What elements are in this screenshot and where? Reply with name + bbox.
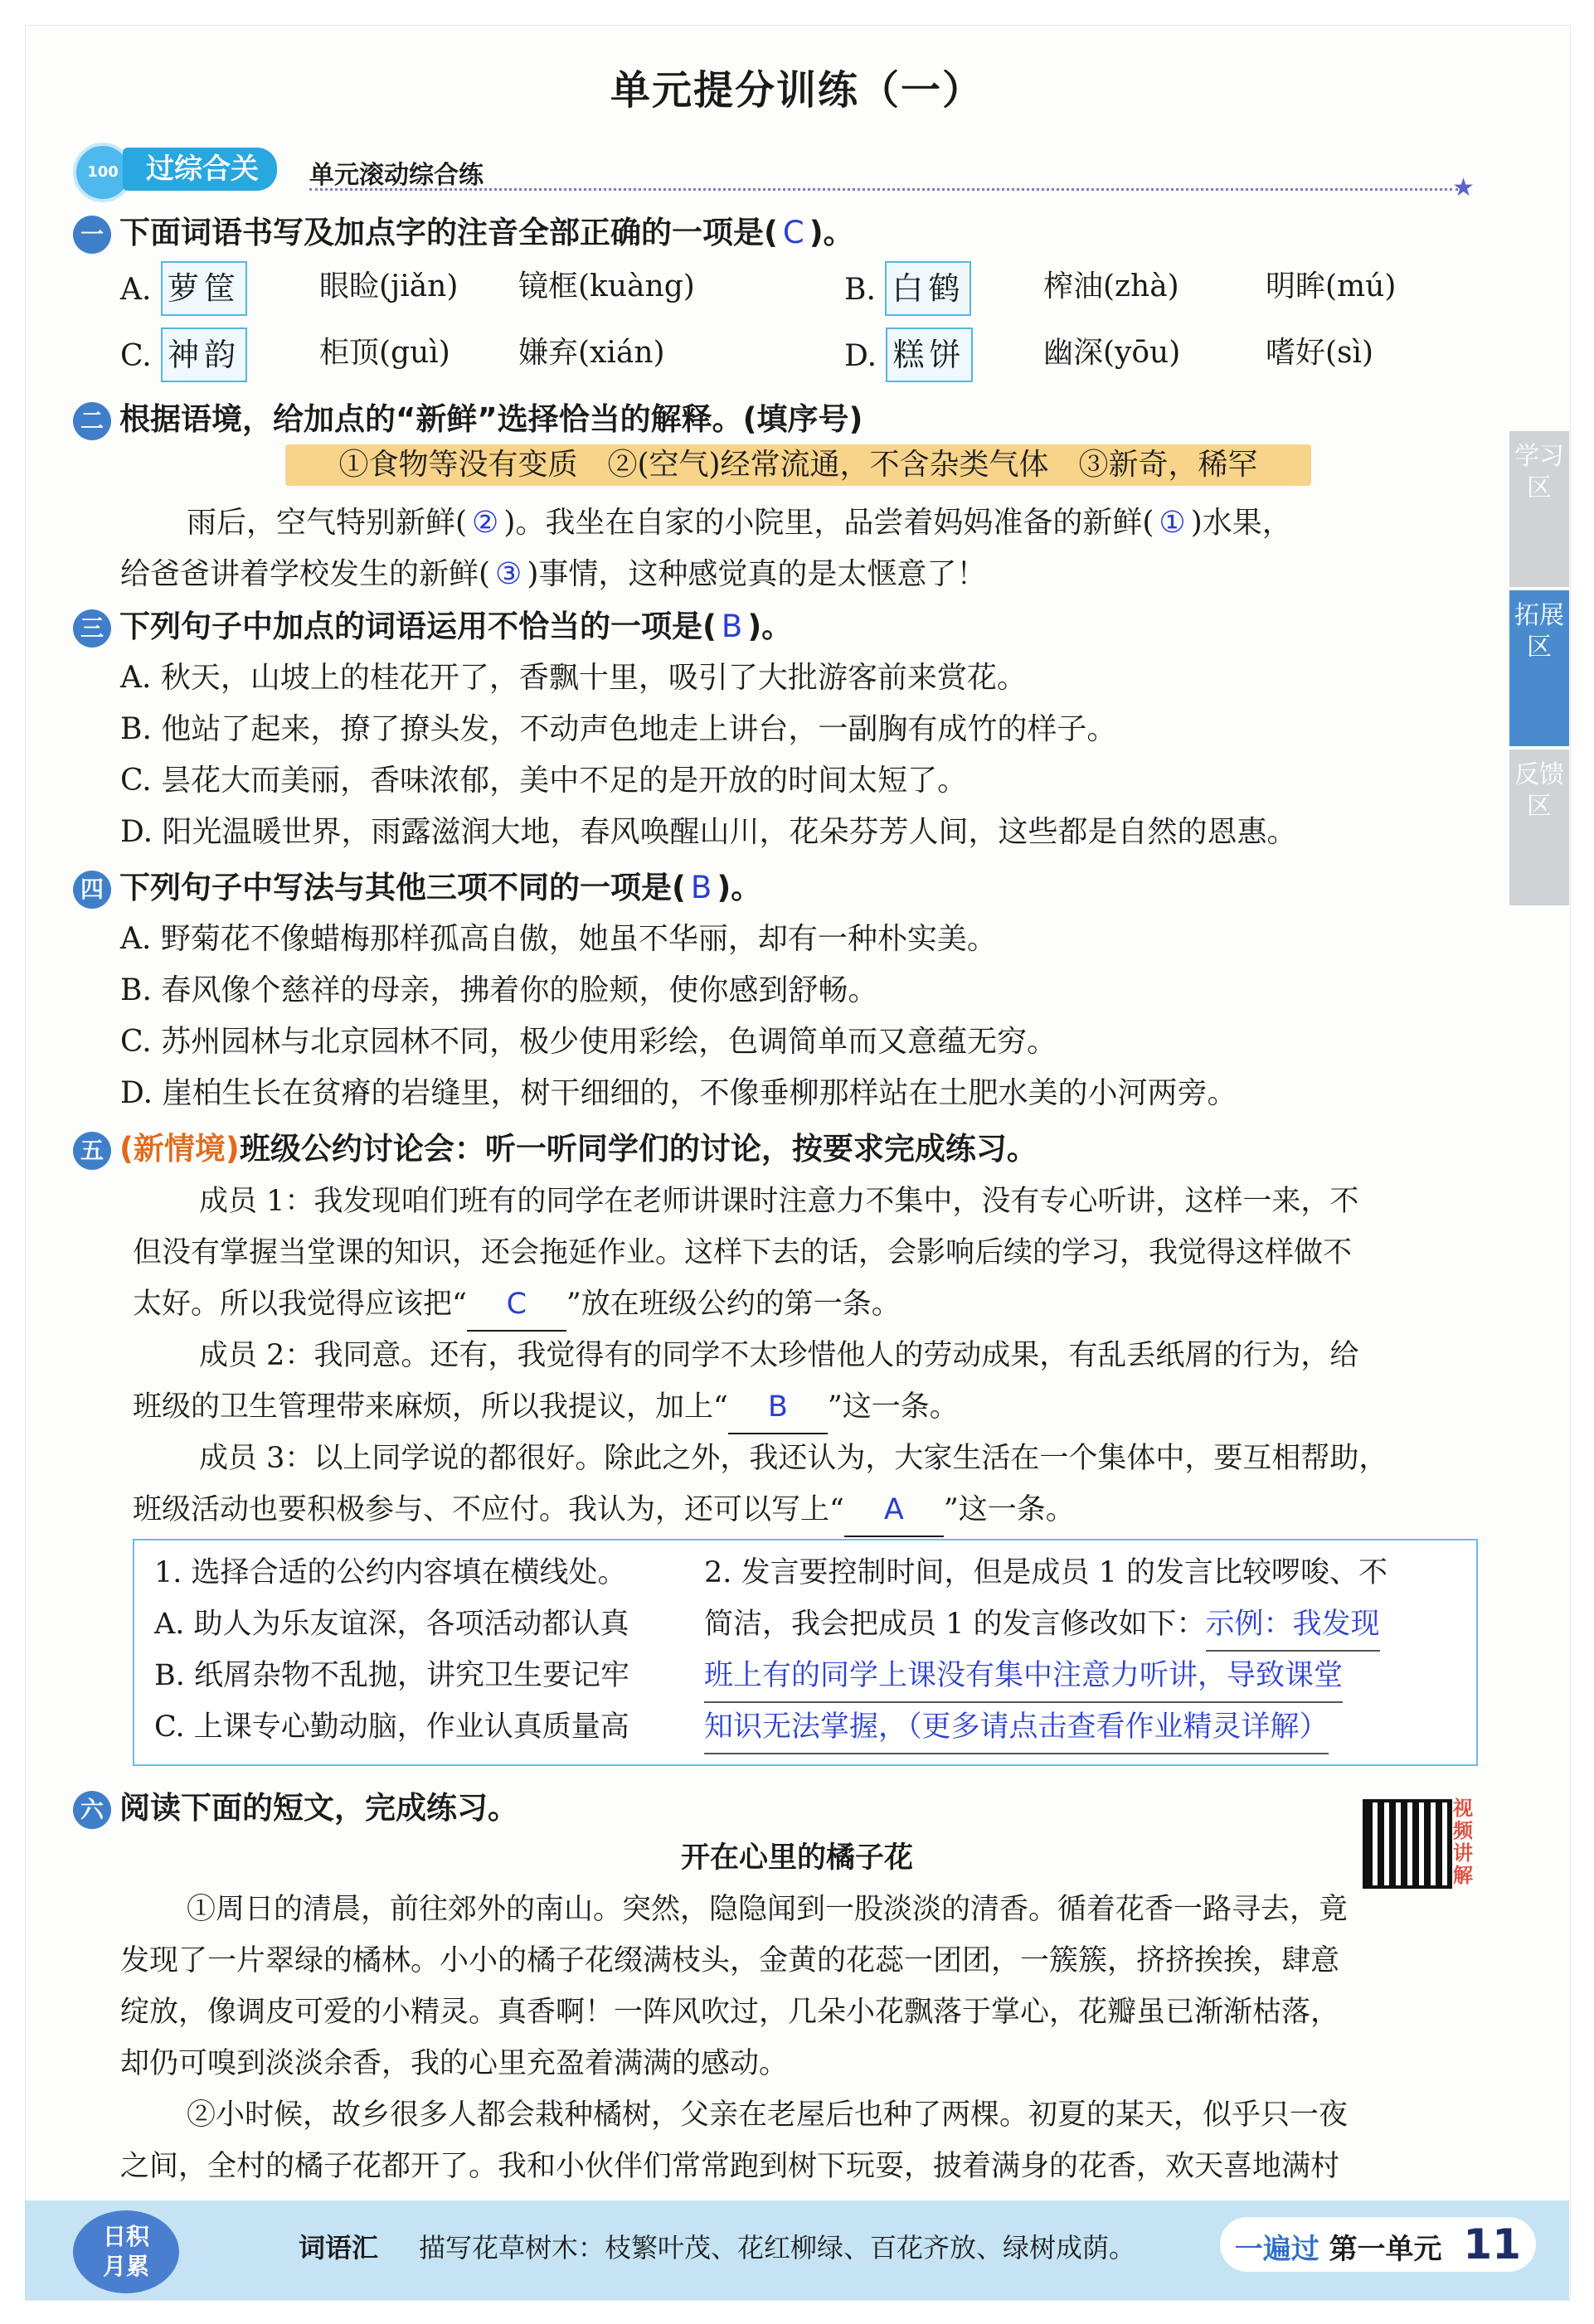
page-indicator bbox=[1220, 2217, 1536, 2272]
q1-d-boxed-word: 糕饼 bbox=[886, 327, 972, 382]
q2-definition-options: ①食物等没有变质 ②(空气)经常流通，不含杂类气体 ③新奇，稀罕 bbox=[285, 444, 1311, 486]
star-icon: ★ bbox=[1452, 173, 1475, 202]
q2-line-1: 雨后，空气特别新鲜( ② )。我坐在自家的小院里，品尝着妈妈准备的新鲜( ① )水果， bbox=[187, 506, 1292, 540]
q3-option-a: A. 秋天，山坡上的桂花开了，香飘十里，吸引了大批游客前来赏花。 bbox=[120, 661, 1027, 695]
question-2-stem: 二 根据语境，给加点的“新鲜”选择恰当的解释。(填序号) bbox=[73, 394, 863, 445]
q1-a-word3: 镜框(kuàng) bbox=[518, 269, 695, 303]
question-4-stem: 四 下列句子中写法与其他三项不同的一项是( B )。 bbox=[73, 862, 761, 914]
box2-line-4 bbox=[704, 1701, 1329, 1754]
q5-subquestion-1-box bbox=[133, 1539, 688, 1766]
question-5-stem: 五 (新情境)班级公约讨论会：听一听同学们的讨论，按要求完成练习。 bbox=[73, 1123, 1038, 1175]
tab-extension-area[interactable]: 拓展区 bbox=[1509, 590, 1569, 746]
q5-subquestion-2-box bbox=[684, 1539, 1478, 1766]
article-title: 开在心里的橘子花 bbox=[680, 1841, 913, 1875]
article-p1-line4: 却仍可嗅到淡淡余香，我的心里充盈着满满的感动。 bbox=[120, 2047, 789, 2080]
question-number-4: 四 bbox=[73, 871, 111, 909]
answer-3: B bbox=[721, 609, 743, 644]
q1-b-word3: 明眸(mú) bbox=[1266, 269, 1397, 303]
q1-b-word2: 榨油(zhà) bbox=[1043, 269, 1179, 303]
q1-c-boxed-word: 神韵 bbox=[161, 327, 247, 382]
question-6-stem: 六 阅读下面的短文，完成练习。 bbox=[73, 1783, 518, 1834]
q1-c-word3: 嫌弃(xián) bbox=[518, 336, 665, 370]
q2-answer-3: ③ bbox=[495, 557, 522, 591]
q1-d-word2: 幽深(yōu) bbox=[1043, 336, 1181, 370]
box2-handwritten-1: 示例：我发现 bbox=[1206, 1599, 1380, 1652]
unit-label: 第一单元 bbox=[1329, 2233, 1442, 2266]
box1-option-b: B. 纸屑杂物不乱抛，讲究卫生要记牢 bbox=[154, 1659, 629, 1692]
q5-blank-1: C bbox=[467, 1278, 566, 1332]
q3-option-c: C. 昙花大而美丽，香味浓郁，美中不足的是开放的时间太短了。 bbox=[120, 764, 968, 798]
box2-handwritten-3: 知识无法掌握，（更多请点击查看作业精灵详解） bbox=[704, 1701, 1329, 1754]
question-number-3: 三 bbox=[73, 609, 111, 648]
box1-option-a: A. 助人为乐友谊深，各项活动都认真 bbox=[154, 1608, 629, 1641]
vocabulary-text: 描写花草树木：枝繁叶茂、花红柳绿、百花齐放、绿树成荫。 bbox=[419, 2232, 1136, 2263]
q4-option-a: A. 野菊花不像蜡梅那样孤高自傲，她虽不华丽，却有一种朴实美。 bbox=[120, 922, 997, 956]
q3-option-b: B. 他站了起来，撩了撩头发，不动声色地走上讲台，一副胸有成竹的样子。 bbox=[120, 712, 1117, 746]
section-banner bbox=[73, 148, 1475, 202]
article-p1-line1: ①周日的清晨，前往郊外的南山。突然，隐隐闻到一股淡淡的清香。循着花香一路寻去，竟 bbox=[187, 1893, 1349, 1926]
q5-member1-line1: 成员 1：我发现咱们班有的同学在老师讲课时注意力不集中，没有专心听讲，这样一来，不 bbox=[199, 1185, 1359, 1218]
article-p2-line2: 之间，全村的橘子花都开了。我和小伙伴们常常跑到树下玩耍，披着满身的花香，欢天喜地满村 bbox=[120, 2150, 1340, 2183]
q5-member1-line3: 太好。所以我觉得应该把“ C ”放在班级公约的第一条。 bbox=[133, 1278, 1480, 1332]
question-number-5: 五 bbox=[73, 1132, 111, 1170]
box2-line-2: 简洁，我会把成员 1 的发言修改如下：示例：我发现 bbox=[704, 1599, 1380, 1652]
q1-d-word3: 嗜好(sì) bbox=[1266, 336, 1374, 370]
banner-subtitle: 单元滚动综合练 bbox=[309, 161, 484, 190]
question-number-2: 二 bbox=[73, 402, 111, 440]
box1-option-c: C. 上课专心勤动脑，作业认真质量高 bbox=[154, 1710, 629, 1744]
q1-c-word2: 柜顶(guì) bbox=[319, 336, 450, 370]
q1-option-d: D. 糕饼 bbox=[844, 327, 973, 382]
q5-member3-line1: 成员 3：以上同学说的都很好。除此之外，我还认为，大家生活在一个集体中，要互相帮助， bbox=[199, 1442, 1388, 1475]
page-footer bbox=[25, 2200, 1569, 2300]
brand-name: 一遍过 bbox=[1234, 2233, 1319, 2266]
question-3-stem: 三 下列句子中加点的词语运用不恰当的一项是( B )。 bbox=[73, 601, 792, 653]
new-scenario-tag: (新情境) bbox=[119, 1131, 240, 1167]
article-p1-line3: 绽放，像调皮可爱的小精灵。真香啊！一阵风吹过，几朵小花飘落于掌心，花瓣虽已渐渐枯落， bbox=[120, 1996, 1340, 2029]
box2-line-1: 2. 发言要控制时间，但是成员 1 的发言比较啰唆、不 bbox=[704, 1556, 1388, 1589]
banner-tag: 过综合关 bbox=[123, 148, 277, 191]
q5-member3-line2: 班级活动也要积极参与、不应付。我认为，还可以写上“ A ”这一条。 bbox=[133, 1484, 1480, 1537]
box2-line-3 bbox=[704, 1650, 1343, 1703]
question-1-stem: 一 下面词语书写及加点字的注音全部正确的一项是( C )。 bbox=[73, 207, 854, 259]
q4-option-c: C. 苏州园林与北京园林不同，极少使用彩绘，色调简单而又意蕴无穷。 bbox=[120, 1025, 1057, 1059]
q5-blank-2: B bbox=[728, 1381, 828, 1434]
q4-option-d: D. 崖柏生长在贫瘠的岩缝里，树干细细的，不像垂柳那样站在土肥水美的小河两旁。 bbox=[120, 1076, 1237, 1110]
banner-divider bbox=[309, 188, 1458, 191]
article-p2-line1: ②小时候，故乡很多人都会栽种橘树，父亲在老屋后也种了两棵。初夏的某天，似乎只一夜 bbox=[187, 2098, 1349, 2132]
medal-icon: 100 bbox=[73, 143, 133, 202]
article-p1-line2: 发现了一片翠绿的橘林。小小的橘子花缀满枝头，金黄的花蕊一团团，一簇簇，挤挤挨挨，肆意 bbox=[120, 1944, 1340, 1977]
tab-learning-area[interactable]: 学习区 bbox=[1509, 431, 1569, 587]
vocabulary-label: 词语汇 bbox=[299, 2232, 379, 2263]
question-number-6: 六 bbox=[73, 1791, 111, 1829]
answer-1: C bbox=[782, 215, 804, 250]
box1-title: 1. 选择合适的公约内容填在横线处。 bbox=[154, 1556, 627, 1589]
page-number: 11 bbox=[1463, 2220, 1521, 2268]
q5-member1-line2: 但没有掌握当堂课的知识，还会拖延作业。这样下去的话，会影响后续的学习，我觉得这样做不 bbox=[133, 1236, 1353, 1269]
box2-handwritten-2: 班上有的同学上课没有集中注意力听讲，导致课堂 bbox=[704, 1650, 1343, 1703]
q1-option-c: C. 神韵 bbox=[120, 327, 247, 382]
q1-a-boxed-word: 萝筐 bbox=[161, 261, 247, 316]
q5-member2-line2: 班级的卫生管理带来麻烦，所以我提议，加上“ B ”这一条。 bbox=[133, 1381, 1480, 1434]
q2-answer-1: ② bbox=[472, 506, 499, 540]
q5-blank-3: A bbox=[844, 1484, 944, 1537]
q1-option-b: B. 白鹤 bbox=[844, 261, 971, 316]
q1-b-boxed-word: 白鹤 bbox=[885, 261, 971, 316]
page-title: 单元提分训练（一） bbox=[610, 67, 984, 114]
tab-feedback-area[interactable]: 反馈区 bbox=[1509, 750, 1569, 905]
q1-option-a: A. 萝筐 bbox=[120, 261, 247, 316]
video-explanation-label[interactable]: 视频讲解 bbox=[1453, 1797, 1473, 1887]
daily-accumulation-badge: 日积 月累 bbox=[73, 2210, 179, 2293]
q5-member2-line1: 成员 2：我同意。还有，我觉得有的同学不太珍惜他人的劳动成果，有乱丢纸屑的行为，给 bbox=[199, 1339, 1359, 1372]
question-number-1: 一 bbox=[73, 216, 111, 254]
answer-4: B bbox=[690, 870, 712, 905]
q1-a-word2: 眼睑(jiǎn) bbox=[319, 269, 459, 303]
q4-option-b: B. 春风像个慈祥的母亲，拂着你的脸颊，使你感到舒畅。 bbox=[120, 973, 878, 1007]
q3-option-d: D. 阳光温暖世界，雨露滋润大地，春风唤醒山川，花朵芬芳人间，这些都是自然的恩惠。 bbox=[120, 815, 1297, 849]
q2-answer-2: ① bbox=[1159, 506, 1186, 540]
q2-line-2: 给爸爸讲着学校发生的新鲜( ③ )事情，这种感觉真的是太惬意了！ bbox=[120, 557, 987, 591]
